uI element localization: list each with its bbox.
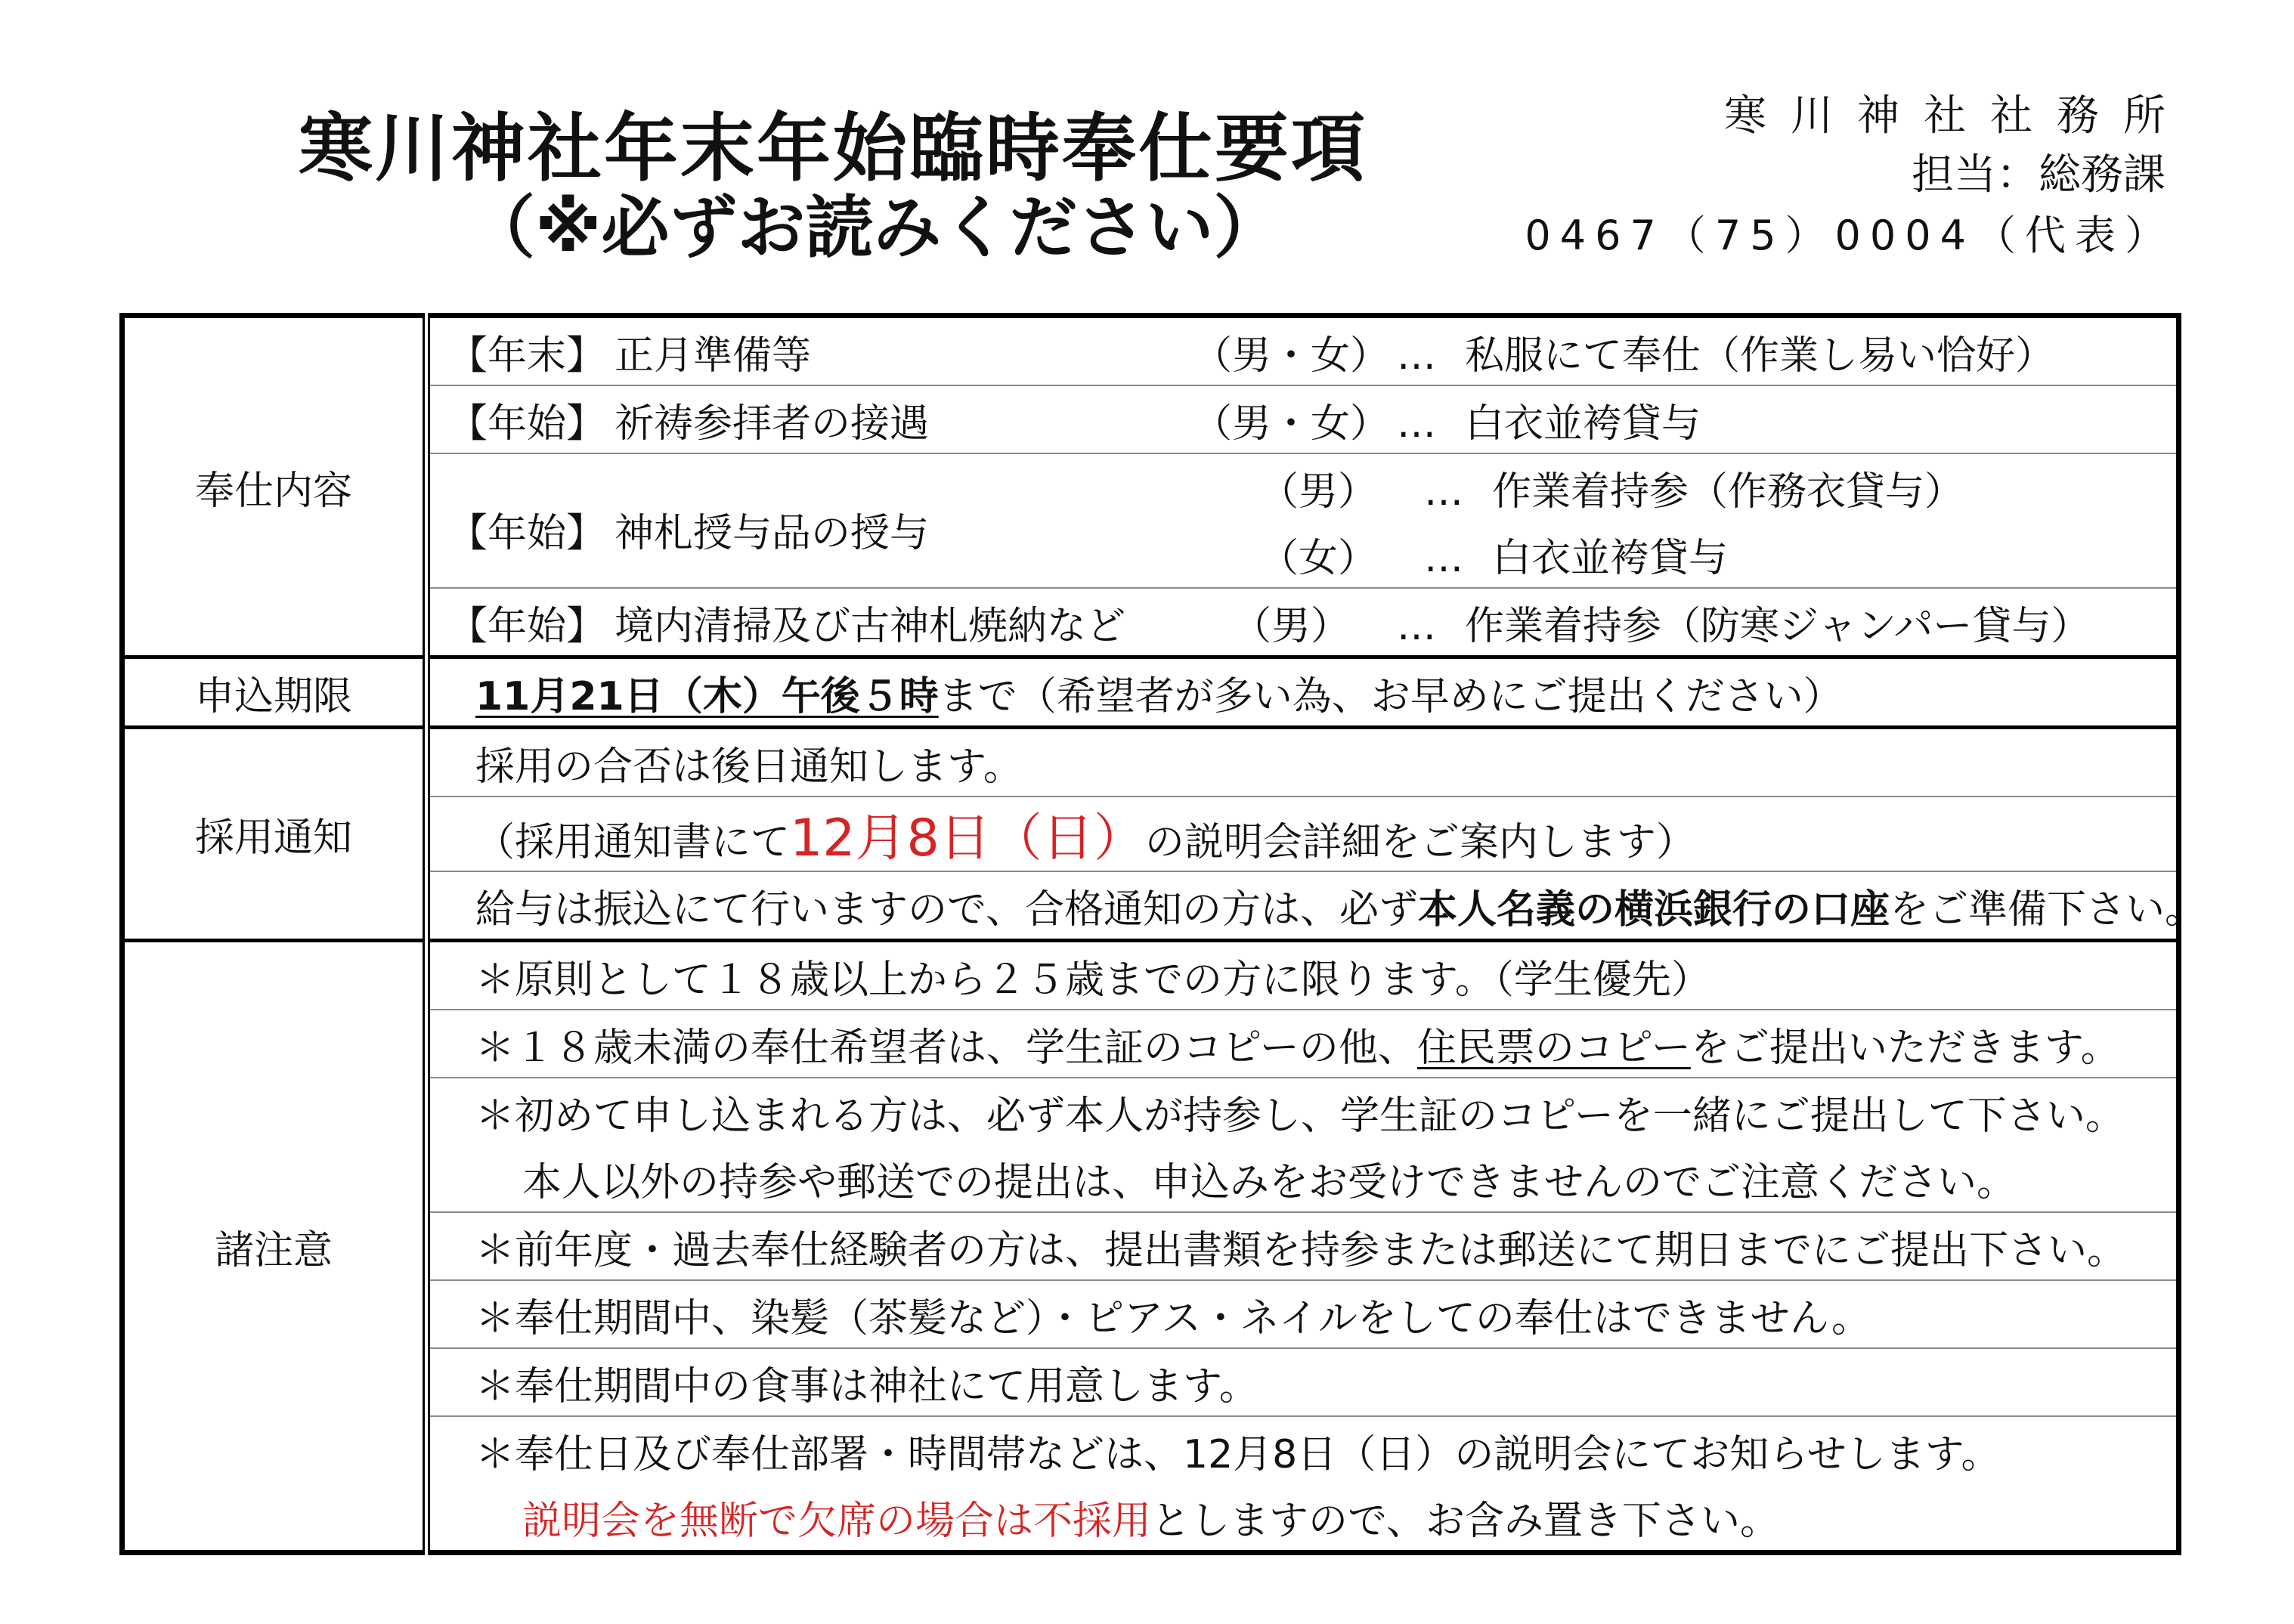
notice-row bbox=[122, 728, 2179, 797]
caution-row bbox=[122, 1348, 2179, 1416]
duty-task: 境内清掃及び古神札焼納など bbox=[615, 603, 1126, 649]
duty-row bbox=[122, 453, 2179, 521]
duty-ellipsis: … bbox=[1397, 603, 1436, 649]
caution-minor-pre: ＊１８歳未満の奉仕希望者は、学生証のコピーの他、 bbox=[475, 1025, 1417, 1071]
duty-category: 【年始】 bbox=[448, 511, 606, 556]
caution-appearance: ＊奉仕期間中、染髪（茶髪など）・ピアス・ネイルをしての奉仕はできません。 bbox=[426, 1280, 2179, 1348]
office-info bbox=[1525, 89, 2190, 264]
duty-attire: 白衣並袴貸与 bbox=[1492, 535, 1729, 581]
label-cautions: 諸注意 bbox=[122, 941, 427, 1553]
caution-row bbox=[122, 941, 2179, 1010]
caution-first-time-cont: 本人以外の持参や郵送での提出は、申込みをお受けできませんのでご注意ください。 bbox=[522, 1159, 2017, 1205]
duty-attire: 白衣並袴貸与 bbox=[1465, 401, 1701, 447]
caution-row bbox=[122, 1078, 2179, 1145]
duty-gender: （男・女） bbox=[1192, 333, 1389, 379]
caution-row bbox=[122, 1483, 2179, 1553]
label-duties: 奉仕内容 bbox=[122, 316, 427, 657]
notice-line-2-pre: （採用通知書にて bbox=[475, 820, 791, 865]
caution-row bbox=[122, 1280, 2179, 1348]
notice-line-3-pre: 給与は振込にて行いますので、合格通知の方は、必ず bbox=[475, 886, 1418, 933]
label-notice: 採用通知 bbox=[122, 728, 427, 941]
info-table bbox=[119, 313, 2204, 1555]
caution-row bbox=[122, 1416, 2179, 1483]
duty-gender: （男） bbox=[1231, 603, 1350, 649]
briefing-date: 12月8日（日） bbox=[790, 809, 1145, 868]
deadline-row bbox=[122, 657, 2179, 728]
deadline-note: まで（希望者が多い為、お早めにご提出ください） bbox=[938, 673, 1843, 719]
caution-age: ＊原則として１８歳以上から２５歳までの方に限ります。（学生優先） bbox=[426, 941, 2179, 1010]
bank-account-requirement: 本人名義の横浜銀行の口座 bbox=[1417, 886, 1890, 933]
duty-task: 神札授与品の授与 bbox=[615, 511, 930, 556]
caution-row bbox=[122, 1010, 2179, 1078]
duty-category: 【年末】 bbox=[448, 333, 606, 379]
duty-row bbox=[122, 521, 2179, 588]
document-subtitle: （※必ずお読みください） bbox=[467, 188, 1282, 268]
duty-category: 【年始】 bbox=[448, 603, 606, 649]
duty-ellipsis: … bbox=[1397, 333, 1436, 379]
office-phone: 0467（75）0004（代表） bbox=[1525, 212, 2175, 259]
document-title: 寒川神社年末年始臨時奉仕要項 bbox=[299, 106, 1368, 192]
caution-briefing: ＊奉仕日及び奉仕部署・時間帯などは、12月8日（日）の説明会にてお知らせします。 bbox=[426, 1416, 2179, 1483]
duty-attire: 作業着持参（防寒ジャンパー貸与） bbox=[1465, 603, 2091, 649]
notice-row bbox=[122, 871, 2179, 941]
caution-row bbox=[122, 1212, 2179, 1280]
office-department: 担当：総務課 bbox=[1912, 150, 2166, 200]
duty-category: 【年始】 bbox=[448, 401, 606, 447]
duty-ellipsis: … bbox=[1397, 401, 1436, 447]
notice-row bbox=[122, 797, 2179, 871]
caution-resident-card: 住民票のコピー bbox=[1416, 1025, 1691, 1071]
caution-returning: ＊前年度・過去奉仕経験者の方は、提出書類を持参または郵送にて期日までにご提出下さい。 bbox=[426, 1212, 2179, 1280]
notice-line-2-post: の説明会詳細をご案内します） bbox=[1144, 820, 1695, 865]
duty-gender: （男・女） bbox=[1192, 401, 1389, 447]
caution-absence-post: としますので、お含み置き下さい。 bbox=[1151, 1498, 1779, 1544]
duty-row bbox=[122, 588, 2179, 657]
duty-ellipsis: … bbox=[1424, 535, 1463, 581]
notice-line-1: 採用の合否は後日通知します。 bbox=[426, 728, 2179, 797]
duty-gender: （女） bbox=[1258, 535, 1377, 581]
duty-merged-label bbox=[448, 501, 930, 558]
duty-gender: （男） bbox=[1258, 469, 1377, 515]
caution-absence-warning: 説明会を無断で欠席の場合は不採用 bbox=[522, 1498, 1152, 1544]
duty-ellipsis: … bbox=[1424, 469, 1463, 515]
duty-task: 祈祷参拝者の接遇 bbox=[615, 401, 930, 447]
label-deadline: 申込期限 bbox=[122, 657, 427, 728]
caution-first-time: ＊初めて申し込まれる方は、必ず本人が持参し、学生証のコピーを一緒にご提出して下さい。 bbox=[426, 1078, 2179, 1145]
notice-line-3-post: をご準備下さい。 bbox=[1889, 886, 2204, 933]
caution-meals: ＊奉仕期間中の食事は神社にて用意します。 bbox=[426, 1348, 2179, 1416]
caution-row bbox=[122, 1145, 2179, 1212]
caution-minor-post: をご提出いただきます。 bbox=[1690, 1025, 2120, 1071]
duty-task: 正月準備等 bbox=[615, 333, 812, 379]
duty-row bbox=[122, 316, 2179, 386]
duty-attire: 私服にて奉仕（作業し易い恰好） bbox=[1465, 333, 2055, 379]
duty-row bbox=[122, 385, 2179, 453]
duty-attire: 作業着持参（作務衣貸与） bbox=[1492, 469, 1964, 515]
office-name: 寒川神社社務所 bbox=[1724, 91, 2190, 141]
deadline-date: 11月21日（木）午後５時 bbox=[475, 673, 939, 719]
